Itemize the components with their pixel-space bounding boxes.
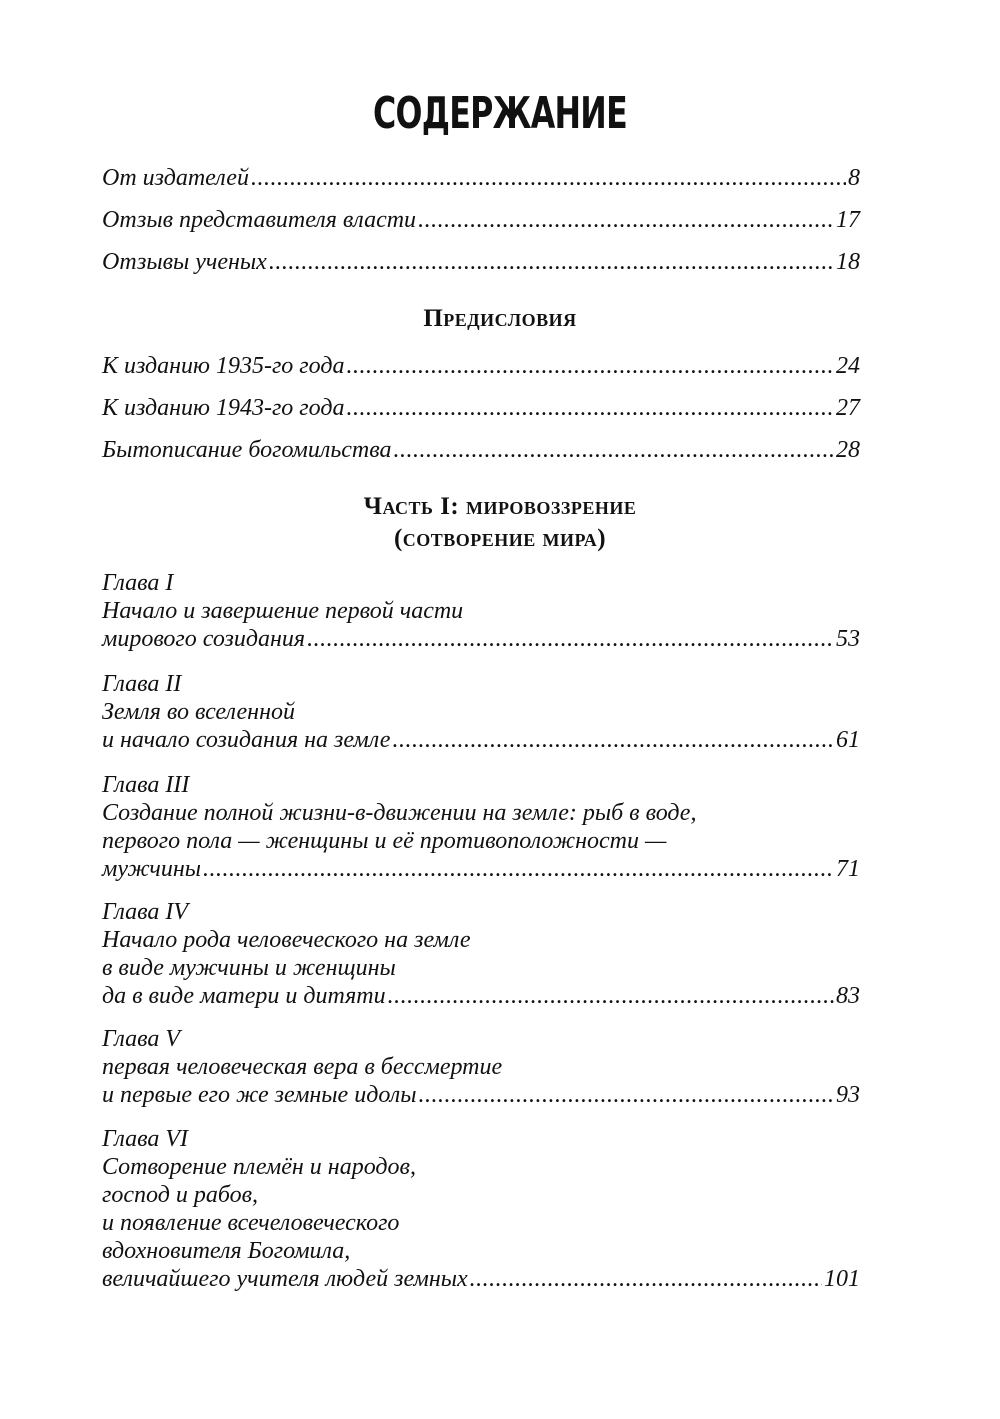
toc-entry[interactable] xyxy=(102,352,860,380)
toc-entry-label: Отзыв представителя власти xyxy=(102,207,417,233)
section-heading-part1-line2: (сотворение мира) xyxy=(393,525,607,552)
leader-dots xyxy=(307,625,834,653)
leader-dots xyxy=(347,352,835,380)
page-title: СОДЕРЖАНИЕ xyxy=(372,88,628,139)
toc-entry-label: и начало созидания на земле xyxy=(102,727,391,753)
toc-entry-label: От издателей xyxy=(102,165,249,191)
chapter-block[interactable] xyxy=(102,1125,860,1293)
leader-dots xyxy=(388,982,834,1010)
toc-entry-page: 28 xyxy=(836,437,860,463)
chapter-last-line xyxy=(102,726,860,754)
leader-dots xyxy=(418,206,834,234)
toc-entry-page: 71 xyxy=(836,856,860,882)
section-heading-part1-line1: Часть I: мировоззрение xyxy=(363,493,637,520)
chapter-number: Глава IV xyxy=(102,899,189,925)
toc-entry-page: 53 xyxy=(836,626,860,652)
chapter-title-line: Земля во вселенной xyxy=(102,699,295,725)
chapter-block[interactable] xyxy=(102,771,860,883)
leader-dots xyxy=(470,1265,822,1293)
chapter-last-line xyxy=(102,1265,860,1293)
leader-dots xyxy=(393,436,834,464)
leader-dots xyxy=(418,1081,834,1109)
toc-entry-page: 83 xyxy=(836,983,860,1009)
chapter-title-line: в виде мужчины и женщины xyxy=(102,955,396,981)
toc-entry-page: 93 xyxy=(836,1082,860,1108)
chapter-title-line: Начало рода человеческого на земле xyxy=(102,927,471,953)
toc-entry-label: да в виде матери и дитяти xyxy=(102,983,386,1009)
toc-entry-page: 61 xyxy=(836,727,860,753)
leader-dots xyxy=(203,855,834,883)
chapter-block[interactable] xyxy=(102,1025,860,1109)
leader-dots xyxy=(392,726,834,754)
toc-entry-page: 24 xyxy=(836,353,860,379)
chapter-number: Глава III xyxy=(102,772,190,798)
toc-entry-label: мирового созидания xyxy=(102,626,306,652)
toc-entry-page: 18 xyxy=(836,249,860,275)
toc-entry[interactable] xyxy=(102,394,860,422)
leader-dots xyxy=(251,164,846,192)
toc-entry-page: 17 xyxy=(836,207,860,233)
chapter-last-line xyxy=(102,1081,860,1109)
chapter-block[interactable] xyxy=(102,569,860,653)
chapter-title-line: вдохновителя Богомила, xyxy=(102,1238,351,1264)
chapter-title-line: Сотворение племён и народов, xyxy=(102,1154,416,1180)
chapter-title-line: Начало и завершение первой части xyxy=(102,598,464,624)
section-heading-prefaces: Предисловия xyxy=(423,305,577,332)
leader-dots xyxy=(269,248,834,276)
toc-intro xyxy=(102,164,860,276)
toc-entry[interactable] xyxy=(102,206,860,234)
chapter-title-line: господ и рабов, xyxy=(102,1182,259,1208)
toc-entry-label: мужчины xyxy=(102,856,201,882)
chapter-title-line: первого пола — женщины и её противоположности — xyxy=(102,828,667,854)
chapter-number: Глава I xyxy=(102,570,174,596)
chapter-title-line: первая человеческая вера в бессмертие xyxy=(102,1054,503,1080)
toc-prefaces xyxy=(102,352,860,464)
toc-entry-label: К изданию 1943-го года xyxy=(102,395,345,421)
toc-entry-page: 101 xyxy=(824,1266,860,1292)
chapter-block[interactable] xyxy=(102,670,860,754)
toc-entry-label: К изданию 1935-го года xyxy=(102,353,345,379)
toc-entry-label: и первые его же земные идолы xyxy=(102,1082,417,1108)
chapter-number: Глава II xyxy=(102,671,182,697)
chapter-last-line xyxy=(102,855,860,883)
toc-entry[interactable] xyxy=(102,248,860,276)
toc-entry-label: величайшего учителя людей земных xyxy=(102,1266,468,1292)
toc-entry[interactable] xyxy=(102,164,860,192)
leader-dots xyxy=(347,394,835,422)
toc-entry-label: Отзывы ученых xyxy=(102,249,267,275)
chapter-number: Глава VI xyxy=(102,1126,189,1152)
toc-entry-page: 8 xyxy=(848,165,860,191)
chapter-number: Глава V xyxy=(102,1026,181,1052)
toc-entry-page: 27 xyxy=(836,395,860,421)
chapter-block[interactable] xyxy=(102,898,860,1010)
chapter-last-line xyxy=(102,982,860,1010)
chapter-title-line: Создание полной жизни-в-движении на земле: рыб в воде, xyxy=(102,800,697,826)
toc-entry[interactable] xyxy=(102,436,860,464)
toc-entry-label: Бытописание богомильства xyxy=(102,437,392,463)
chapter-last-line xyxy=(102,625,860,653)
chapter-title-line: и появление всечеловеческого xyxy=(102,1210,400,1236)
